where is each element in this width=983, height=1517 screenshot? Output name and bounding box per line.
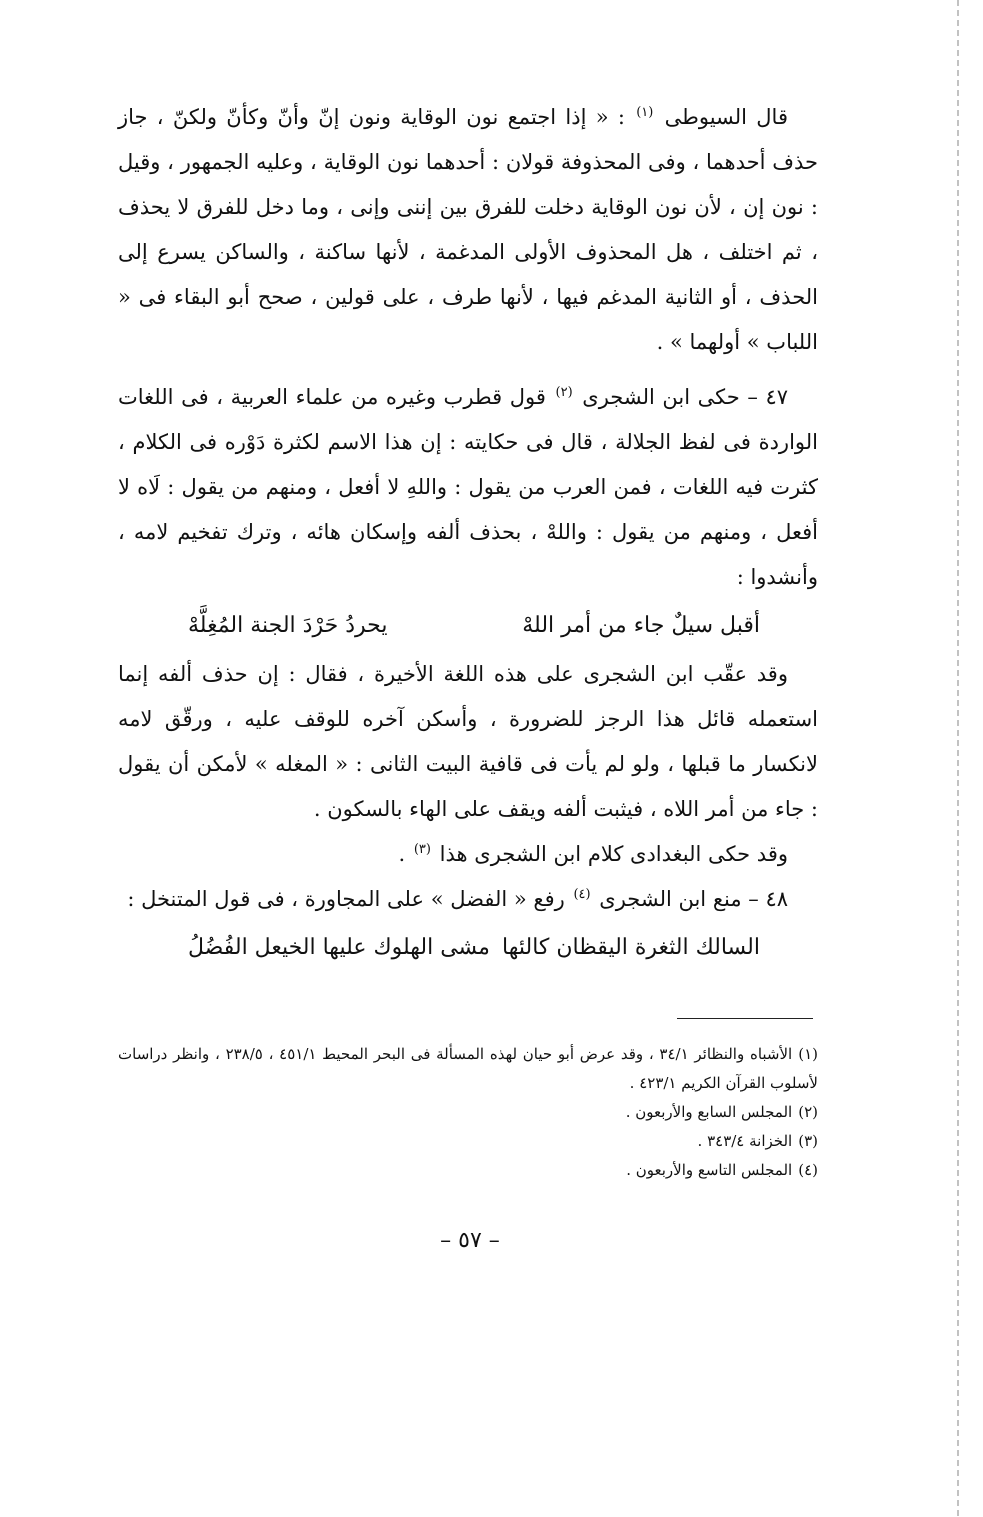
verse-1-hemistich-2: يحردُ حَرْدَ الجنة المُغِلَّهْ bbox=[188, 613, 388, 638]
main-text bbox=[118, 95, 818, 974]
footnote-3: (٣)الخزانة ٣٤٣/٤ . bbox=[697, 1132, 818, 1150]
footnote-ref-1[interactable]: (١) bbox=[636, 105, 654, 120]
footnote-4: (٤)المجلس التاسع والأربعون . bbox=[626, 1161, 818, 1179]
footnotes bbox=[118, 1040, 818, 1185]
footnote-separator bbox=[677, 1018, 813, 1019]
verse-2 bbox=[118, 922, 818, 974]
verse-2-hemistich-2: مشى الهلوك عليها الخيعل الفُضُلُ bbox=[188, 935, 490, 960]
paragraph-baghdadi: وقد حكى البغدادى كلام ابن الشجرى هذا $^{(٣)}$ . bbox=[398, 842, 788, 866]
footnote-ref-3[interactable]: (٣) bbox=[413, 842, 431, 857]
footnote-2: (٢)المجلس السابع والأربعون . bbox=[625, 1103, 818, 1121]
verse-1 bbox=[118, 600, 818, 652]
footnote-1: (١)الأشباه والنظائر ٣٤/١ ، وقد عرض أبو حيان لهذه المسألة فى البحر المحيط ٤٥١/١ ، ٢٣٨/٥ ، وانظر دراسات لأسلوب القرآن الكريم ٤٢٣/١ . bbox=[118, 1045, 818, 1092]
footnote-ref-2[interactable]: (٢) bbox=[555, 385, 573, 400]
verse-2-hemistich-1: السالك الثغرة اليقظان كالئها bbox=[502, 935, 760, 960]
paragraph-47: ٤٧ – حكى ابن الشجرى $^{(٢)}$ قول قطرب وغيره من علماء العربية ، فى اللغات الواردة فى لفظ الجلالة ، قال فى حكايته : إن هذا الاسم لكثرة دَوْره فى الكلام ، كثرت فيه اللغات ، فمن العرب من يقول : واللهِ لا أفعل ، ومنهم من يقول : لَاه لا أفعل ، ومنهم من يقول : واللهْ ، بحذف ألفه وإسكان هائه ، وترك تفخيم لامه ، وأنشدوا : bbox=[118, 385, 818, 589]
paragraph-commentary: وقد عقّب ابن الشجرى على هذه اللغة الأخيرة ، فقال : إن حذف ألفه إنما استعمله قائل هذا الرجز للضرورة ، وأسكن آخره للوقف عليه ، ورقّق لامه لانكسار ما قبلها ، ولو لم يأت فى قافية البيت الثانى : « المغله » لأمكن أن يقول : جاء من أمر اللاه ، فيثبت ألفه ويقف على الهاء بالسكون . bbox=[118, 662, 818, 821]
paragraph-suyuti: قال السيوطى $^{(١)}$ : « إذا اجتمع نون الوقاية ونون إنّ وأنّ وكأنّ ولكنّ ، جاز حذف أحدهما ، وفى المحذوفة قولان : أحدهما نون الوقاية ، وعليه الجمهور ، وقيل : نون إن ، لأن نون الوقاية دخلت للفرق بين إننى وإنى ، وما دخل للفرق لا يحذف ، ثم اختلف ، هل المحذوف الأولى المدغمة ، لأنها ساكنة ، والساكن يسرع إلى الحذف ، أو الثانية المدغم فيها ، لأنها طرف ، على قولين ، صحح أبو البقاء فى « اللباب » أولهما » . bbox=[118, 105, 818, 354]
page-number: – ٥٧ – bbox=[440, 1228, 500, 1253]
scan-edge-line bbox=[957, 0, 959, 1517]
verse-1-hemistich-1: أقبل سيلٌ جاء من أمر اللهْ bbox=[522, 613, 760, 638]
paragraph-48: ٤٨ – منع ابن الشجرى $^{(٤)}$ رفع « الفضل » على المجاورة ، فى قول المتنخل : bbox=[127, 887, 788, 911]
footnote-ref-4[interactable]: (٤) bbox=[573, 887, 591, 902]
